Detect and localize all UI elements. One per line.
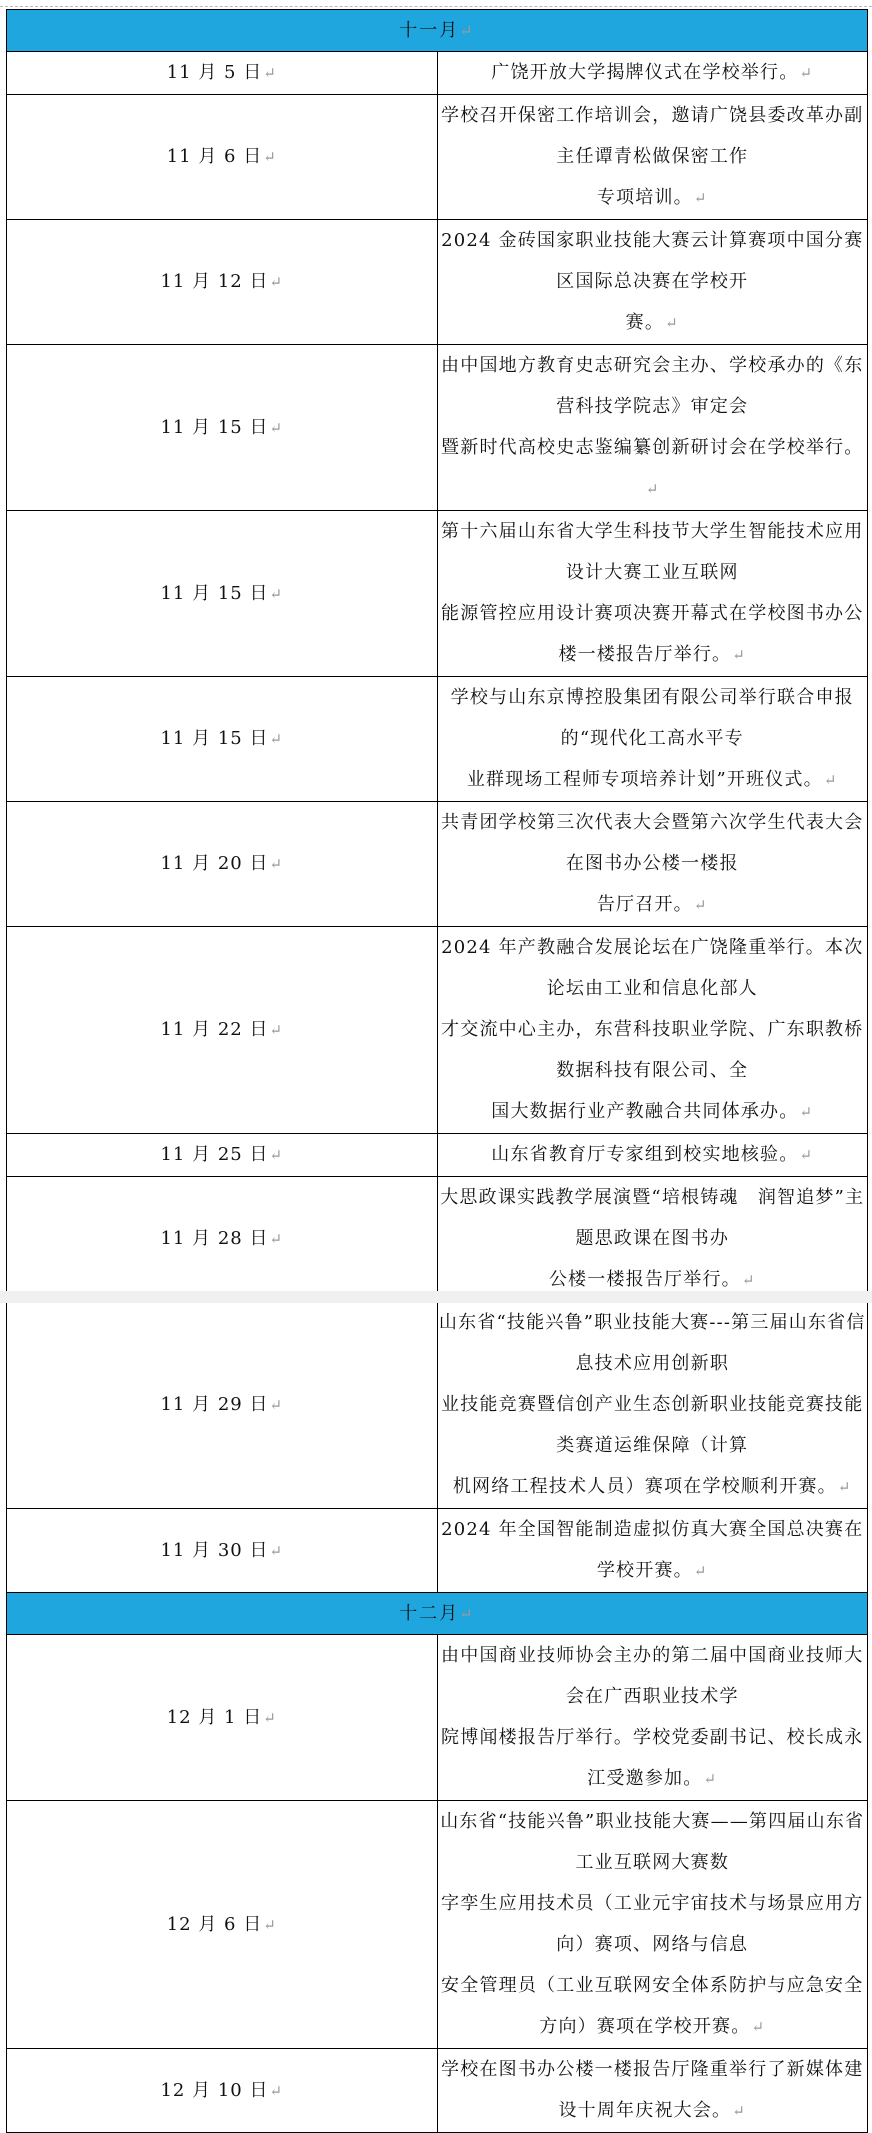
- event-text: 才交流中心主办，东营科技职业学院、广东职教桥数据科技有限公司、全: [441, 1019, 864, 1081]
- event-date: 11 月 15 日: [160, 582, 269, 604]
- event-description-cell: [437, 1177, 868, 1302]
- paragraph-mark-icon: ↵: [269, 1541, 284, 1560]
- event-date: 12 月 1 日: [166, 1706, 263, 1728]
- event-text: 赛。: [625, 312, 665, 333]
- month-header: [7, 10, 868, 52]
- event-line: [438, 177, 868, 219]
- event-line: [438, 1883, 868, 1965]
- event-date-cell: [7, 511, 438, 677]
- paragraph-mark-icon: ↵: [823, 771, 838, 789]
- paragraph-mark-icon: ↵: [837, 1478, 852, 1496]
- event-line: [438, 1801, 868, 1883]
- paragraph-mark-icon: ↵: [459, 1604, 475, 1623]
- event-text: 业技能竞赛暨信创产业生态创新职业技能竞赛技能类赛道运维保障（计算: [441, 1394, 864, 1456]
- event-description-cell: [437, 220, 868, 345]
- event-date-cell: [7, 345, 438, 511]
- event-date-cell: [7, 802, 438, 927]
- event-text: 大思政课实践教学展演暨“培根铸魂 润智追梦”主题思政课在图书办: [440, 1187, 865, 1249]
- event-description-cell: [437, 1509, 868, 1593]
- paragraph-mark-icon: ↵: [799, 64, 814, 82]
- event-row: [7, 1635, 868, 1801]
- event-row: [7, 511, 868, 677]
- event-text: 机网络工程技术人员）赛项在学校顺利开赛。: [452, 1476, 837, 1497]
- event-line: [438, 302, 868, 344]
- event-date-cell: [7, 1635, 438, 1801]
- paragraph-mark-icon: ↵: [693, 1562, 708, 1580]
- paragraph-mark-icon: ↵: [703, 1770, 718, 1788]
- event-row: [7, 677, 868, 802]
- month-label: 十二月: [399, 1603, 460, 1624]
- paragraph-mark-icon: ↵: [263, 1708, 277, 1727]
- paragraph-mark-icon: ↵: [269, 1396, 284, 1414]
- paragraph-mark-icon: ↵: [269, 584, 284, 603]
- event-line: [438, 593, 868, 676]
- event-text: 能源管控应用设计赛项决赛开幕式在学校图书办公楼一楼报告厅举行。: [441, 603, 864, 665]
- month-header-row: [7, 10, 868, 52]
- paragraph-mark-icon: ↵: [693, 189, 708, 207]
- event-date-cell: [7, 95, 438, 220]
- table-body: [7, 10, 868, 2133]
- paragraph-mark-icon: ↵: [751, 2018, 766, 2036]
- paragraph-mark-icon: ↵: [693, 896, 708, 914]
- event-text: 国大数据行业产教融合共同体承办。: [491, 1101, 799, 1122]
- event-line: [438, 1091, 868, 1133]
- event-description-cell: [437, 802, 868, 927]
- event-date: 11 月 20 日: [160, 853, 269, 874]
- event-line: [438, 220, 868, 302]
- paragraph-mark-icon: ↵: [269, 855, 284, 873]
- event-line: [438, 927, 868, 1009]
- paragraph-mark-icon: ↵: [269, 730, 284, 748]
- event-description-cell: [437, 1302, 868, 1509]
- paragraph-mark-icon: ↵: [665, 314, 679, 332]
- event-line: [438, 1134, 868, 1176]
- event-description-cell: [437, 1635, 868, 1801]
- event-text: 暨新时代高校史志鉴编纂创新研讨会在学校举行。: [441, 437, 864, 458]
- event-line: [438, 1384, 868, 1466]
- event-description-cell: [437, 677, 868, 802]
- event-date-cell: [7, 1801, 438, 2049]
- event-line: [438, 2049, 868, 2132]
- paragraph-mark-icon: ↵: [799, 1146, 814, 1164]
- event-row: [7, 1302, 868, 1509]
- event-line: [438, 1009, 868, 1091]
- event-line: [438, 1717, 868, 1800]
- event-line: [438, 884, 868, 926]
- event-row: [7, 220, 868, 345]
- event-date-cell: [7, 220, 438, 345]
- event-date-cell: [7, 677, 438, 802]
- event-date-cell: [7, 1302, 438, 1509]
- paragraph-mark-icon: ↵: [269, 1146, 284, 1164]
- event-description-cell: [437, 345, 868, 511]
- event-text: 第十六届山东省大学生科技节大学生智能技术应用设计大赛工业互联网: [441, 521, 864, 583]
- event-line: [438, 52, 868, 94]
- paragraph-mark-icon: ↵: [269, 418, 284, 437]
- event-date-cell: [7, 1177, 438, 1302]
- event-text: 专项培训。: [596, 187, 693, 208]
- event-description-cell: [437, 52, 868, 95]
- event-text: 广饶开放大学揭牌仪式在学校举行。: [491, 62, 799, 83]
- event-date: 11 月 30 日: [160, 1539, 269, 1561]
- event-line: [438, 95, 868, 177]
- event-text: 由中国地方教育史志研究会主办、学校承办的《东营科技学院志》审定会: [441, 355, 864, 417]
- event-line: [438, 345, 868, 427]
- event-date: 12 月 6 日: [166, 1913, 263, 1935]
- event-date: 11 月 15 日: [160, 416, 269, 438]
- paragraph-mark-icon: ↵: [741, 1271, 756, 1289]
- paragraph-mark-icon: ↵: [263, 1915, 277, 1934]
- event-row: [7, 927, 868, 1134]
- event-text: 学校召开保密工作培训会，邀请广饶县委改革办副主任谭青松做保密工作: [441, 105, 864, 167]
- event-date: 11 月 22 日: [160, 1019, 269, 1040]
- event-date-cell: [7, 52, 438, 95]
- event-date-cell: [7, 1509, 438, 1593]
- event-text: 山东省“技能兴鲁”职业技能大赛---第三届山东省信息技术应用创新职: [438, 1312, 866, 1374]
- event-line: [438, 511, 868, 593]
- paragraph-mark-icon: ↵: [269, 273, 284, 291]
- month-header: [7, 1593, 868, 1635]
- event-description-cell: [437, 927, 868, 1134]
- event-date: 11 月 6 日: [166, 146, 263, 167]
- event-text: 字孪生应用技术员（工业元宇宙技术与场景应用方向）赛项、网络与信息: [441, 1893, 864, 1955]
- event-text: 安全管理员（工业互联网安全体系防护与应急安全方向）赛项在学校开赛。: [441, 1975, 864, 2037]
- event-text: 公楼一楼报告厅举行。: [548, 1269, 741, 1290]
- paragraph-mark-icon: ↵: [645, 480, 660, 498]
- event-text: 2024 金砖国家职业技能大赛云计算赛项中国分赛区国际总决赛在学校开: [441, 230, 864, 292]
- paragraph-mark-icon: ↵: [459, 21, 475, 40]
- event-line: [438, 802, 868, 884]
- event-text: 由中国商业技师协会主办的第二届中国商业技师大会在广西职业技术学: [441, 1645, 864, 1707]
- event-line: [438, 427, 868, 510]
- event-text: 业群现场工程师专项培养计划”开班仪式。: [466, 769, 823, 790]
- event-text: 2024 年全国智能制造虚拟仿真大赛全国总决赛在学校开赛。: [441, 1519, 864, 1581]
- event-date-cell: [7, 1134, 438, 1177]
- event-row: [7, 1134, 868, 1177]
- paragraph-mark-icon: ↵: [732, 646, 747, 664]
- event-text: 山东省“技能兴鲁”职业技能大赛——第四届山东省工业互联网大赛数: [440, 1811, 865, 1873]
- event-description-cell: [437, 1134, 868, 1177]
- month-label: 十一月: [399, 20, 460, 41]
- event-date: 12 月 10 日: [160, 2079, 269, 2101]
- paragraph-mark-icon: ↵: [269, 2081, 284, 2100]
- paragraph-mark-icon: ↵: [269, 1230, 284, 1248]
- event-text: 山东省教育厅专家组到校实地核验。: [491, 1144, 799, 1165]
- paragraph-mark-icon: ↵: [269, 1021, 284, 1039]
- event-row: [7, 52, 868, 95]
- page-top-edge: [0, 0, 872, 7]
- event-text: 共青团学校第三次代表大会暨第六次学生代表大会在图书办公楼一楼报: [441, 812, 864, 874]
- event-text: 2024 年产教融合发展论坛在广饶隆重举行。本次论坛由工业和信息化部人: [441, 937, 864, 999]
- event-date-cell: [7, 927, 438, 1134]
- month-header-row: [7, 1593, 868, 1635]
- event-description-cell: [437, 1801, 868, 2049]
- event-text: 院博闻楼报告厅举行。学校党委副书记、校长成永江受邀参加。: [441, 1727, 864, 1789]
- paragraph-mark-icon: ↵: [263, 148, 277, 166]
- event-text: 告厅召开。: [596, 894, 693, 915]
- event-date: 11 月 5 日: [166, 62, 263, 83]
- event-line: [438, 1635, 868, 1717]
- event-row: [7, 1801, 868, 2049]
- event-description-cell: [437, 95, 868, 220]
- event-line: [438, 677, 868, 759]
- event-row: [7, 345, 868, 511]
- event-row: [7, 802, 868, 927]
- event-line: [438, 759, 868, 801]
- event-row: [7, 1509, 868, 1593]
- event-date: 11 月 29 日: [160, 1394, 269, 1415]
- event-date: 11 月 15 日: [160, 728, 269, 749]
- event-row: [7, 95, 868, 220]
- event-row: [7, 1177, 868, 1302]
- events-calendar-table: [6, 9, 868, 2133]
- event-line: [438, 1509, 868, 1592]
- paragraph-mark-icon: ↵: [263, 64, 277, 82]
- paragraph-mark-icon: ↵: [799, 1103, 814, 1121]
- event-date: 11 月 25 日: [160, 1144, 269, 1165]
- page-bottom-edge: [0, 1291, 872, 1303]
- event-text: 学校与山东京博控股集团有限公司举行联合申报的“现代化工高水平专: [450, 687, 854, 749]
- event-description-cell: [437, 2049, 868, 2133]
- event-line: [438, 1177, 868, 1259]
- event-description-cell: [437, 511, 868, 677]
- event-date: 11 月 12 日: [160, 271, 269, 292]
- event-line: [438, 1965, 868, 2048]
- event-date: 11 月 28 日: [160, 1228, 269, 1249]
- event-row: [7, 2049, 868, 2133]
- event-text: 学校在图书办公楼一楼报告厅隆重举行了新媒体建设十周年庆祝大会。: [441, 2059, 864, 2121]
- event-line: [438, 1302, 868, 1384]
- event-line: [438, 1466, 868, 1508]
- paragraph-mark-icon: ↵: [732, 2102, 747, 2120]
- event-date-cell: [7, 2049, 438, 2133]
